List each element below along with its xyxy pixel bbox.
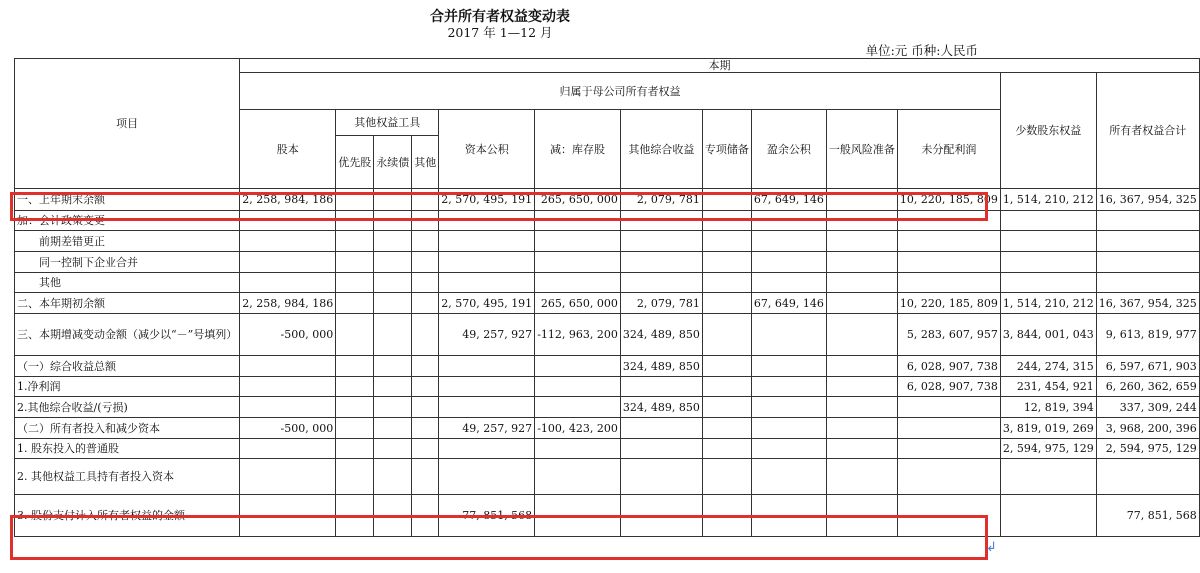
cell-surplus-reserve	[751, 418, 826, 439]
row-label: 2. 其他权益工具持有者投入资本	[15, 459, 240, 495]
cell-share-capital	[240, 377, 336, 397]
cell-preferred	[336, 356, 374, 377]
cell-special-reserve	[702, 211, 751, 231]
cell-other	[412, 377, 439, 397]
table-row	[15, 314, 1200, 356]
cell-share-capital: 2, 258, 984, 186	[240, 293, 336, 314]
cell-preferred	[336, 418, 374, 439]
cell-minority: 1, 514, 210, 212	[1000, 189, 1096, 211]
cell-oci	[620, 273, 702, 293]
cell-other	[412, 459, 439, 495]
cell-general-risk	[826, 377, 897, 397]
table-row	[15, 418, 1200, 439]
cell-general-risk	[826, 397, 897, 418]
header-parent-equity: 归属于母公司所有者权益	[240, 73, 1001, 110]
cell-undistributed-profit: 10, 220, 185, 809	[897, 293, 1000, 314]
table-row	[15, 252, 1200, 273]
cell-undistributed-profit	[897, 231, 1000, 252]
header-other: 其他	[412, 136, 439, 189]
report-period: 2017 年 1—12 月	[447, 25, 553, 40]
row-label: 2.其他综合收益/(亏损)	[15, 397, 240, 418]
cell-surplus-reserve	[751, 459, 826, 495]
cell-surplus-reserve	[751, 439, 826, 459]
cell-minority	[1000, 231, 1096, 252]
cell-treasury-stock	[535, 273, 621, 293]
row-label: 其他	[15, 273, 240, 293]
cell-total: 77, 851, 568	[1096, 495, 1199, 537]
table-row	[15, 377, 1200, 397]
cell-general-risk	[826, 418, 897, 439]
cell-special-reserve	[702, 231, 751, 252]
cell-other	[412, 439, 439, 459]
header-total: 所有者权益合计	[1096, 73, 1199, 189]
cell-special-reserve	[702, 356, 751, 377]
cell-preferred	[336, 314, 374, 356]
table-row	[15, 397, 1200, 418]
cell-capital-reserve	[439, 377, 535, 397]
cell-share-capital: 2, 258, 984, 186	[240, 189, 336, 211]
cell-total: 6, 260, 362, 659	[1096, 377, 1199, 397]
cell-oci	[620, 439, 702, 459]
table-row	[15, 459, 1200, 495]
cell-surplus-reserve	[751, 211, 826, 231]
cell-capital-reserve	[439, 439, 535, 459]
cell-capital-reserve	[439, 459, 535, 495]
cell-preferred	[336, 377, 374, 397]
cell-undistributed-profit: 6, 028, 907, 738	[897, 377, 1000, 397]
equity-change-table	[14, 58, 1200, 537]
header-preferred: 优先股	[336, 136, 374, 189]
cell-share-capital	[240, 397, 336, 418]
cell-total	[1096, 231, 1199, 252]
cell-general-risk	[826, 459, 897, 495]
return-arrow-icon: ↲	[986, 540, 997, 555]
cell-other	[412, 356, 439, 377]
cell-special-reserve	[702, 439, 751, 459]
cell-treasury-stock	[535, 495, 621, 537]
cell-total: 16, 367, 954, 325	[1096, 293, 1199, 314]
cell-capital-reserve	[439, 252, 535, 273]
header-minority: 少数股东权益	[1000, 73, 1096, 189]
cell-other	[412, 252, 439, 273]
cell-other	[412, 273, 439, 293]
table-row	[15, 231, 1200, 252]
cell-surplus-reserve	[751, 314, 826, 356]
cell-preferred	[336, 397, 374, 418]
cell-share-capital: -500, 000	[240, 314, 336, 356]
cell-undistributed-profit	[897, 211, 1000, 231]
cell-treasury-stock: 265, 650, 000	[535, 293, 621, 314]
cell-undistributed-profit	[897, 495, 1000, 537]
cell-general-risk	[826, 252, 897, 273]
row-label: 3. 股份支付计入所有者权益的金额	[15, 495, 240, 537]
cell-perpetual	[374, 273, 412, 293]
cell-surplus-reserve	[751, 231, 826, 252]
cell-capital-reserve: 2, 570, 495, 191	[439, 293, 535, 314]
cell-capital-reserve: 49, 257, 927	[439, 418, 535, 439]
table-row	[15, 211, 1200, 231]
cell-perpetual	[374, 252, 412, 273]
cell-treasury-stock	[535, 252, 621, 273]
row-label: 同一控制下企业合并	[15, 252, 240, 273]
cell-perpetual	[374, 356, 412, 377]
cell-oci	[620, 377, 702, 397]
cell-minority: 231, 454, 921	[1000, 377, 1096, 397]
cell-perpetual	[374, 439, 412, 459]
cell-special-reserve	[702, 397, 751, 418]
cell-general-risk	[826, 211, 897, 231]
row-label: 二、本年期初余额	[15, 293, 240, 314]
cell-other	[412, 397, 439, 418]
row-label: 三、本期增减变动金额（减少以“－”号填列）	[15, 314, 240, 356]
cell-undistributed-profit: 5, 283, 607, 957	[897, 314, 1000, 356]
cell-oci	[620, 211, 702, 231]
cell-other	[412, 418, 439, 439]
cell-total: 2, 594, 975, 129	[1096, 439, 1199, 459]
cell-minority: 244, 274, 315	[1000, 356, 1096, 377]
cell-oci	[620, 252, 702, 273]
cell-surplus-reserve	[751, 273, 826, 293]
header-project: 项目	[15, 59, 240, 189]
cell-treasury-stock	[535, 377, 621, 397]
cell-other	[412, 293, 439, 314]
cell-surplus-reserve	[751, 356, 826, 377]
cell-special-reserve	[702, 293, 751, 314]
cell-treasury-stock	[535, 397, 621, 418]
cell-minority: 3, 819, 019, 269	[1000, 418, 1096, 439]
cell-minority: 1, 514, 210, 212	[1000, 293, 1096, 314]
cell-preferred	[336, 459, 374, 495]
cell-general-risk	[826, 189, 897, 211]
cell-treasury-stock: 265, 650, 000	[535, 189, 621, 211]
header-current-period: 本期	[240, 59, 1200, 73]
cell-share-capital	[240, 356, 336, 377]
cell-total: 6, 597, 671, 903	[1096, 356, 1199, 377]
cell-preferred	[336, 495, 374, 537]
cell-total	[1096, 459, 1199, 495]
cell-total: 3, 968, 200, 396	[1096, 418, 1199, 439]
header-capital-reserve: 资本公积	[439, 110, 535, 189]
cell-preferred	[336, 252, 374, 273]
cell-general-risk	[826, 495, 897, 537]
cell-special-reserve	[702, 418, 751, 439]
cell-capital-reserve	[439, 397, 535, 418]
cell-capital-reserve: 77, 851, 568	[439, 495, 535, 537]
cell-surplus-reserve	[751, 495, 826, 537]
cell-other	[412, 189, 439, 211]
cell-minority	[1000, 211, 1096, 231]
header-undistributed-profit: 未分配利润	[897, 110, 1000, 189]
header-special-reserve: 专项储备	[702, 110, 751, 189]
cell-other	[412, 495, 439, 537]
cell-total: 16, 367, 954, 325	[1096, 189, 1199, 211]
cell-minority	[1000, 459, 1096, 495]
currency-unit: 单位:元 币种:人民币	[865, 43, 978, 58]
table-row	[15, 356, 1200, 377]
cell-total	[1096, 273, 1199, 293]
row-label: （一）综合收益总额	[15, 356, 240, 377]
header-other-equity-instruments: 其他权益工具	[336, 110, 439, 136]
cell-general-risk	[826, 273, 897, 293]
cell-surplus-reserve: 67, 649, 146	[751, 189, 826, 211]
row-label: 一、上年期末余额	[15, 189, 240, 211]
table-row	[15, 293, 1200, 314]
cell-special-reserve	[702, 377, 751, 397]
cell-minority	[1000, 252, 1096, 273]
cell-capital-reserve	[439, 231, 535, 252]
header-treasury-stock: 减：库存股	[535, 110, 621, 189]
cell-total: 9, 613, 819, 977	[1096, 314, 1199, 356]
cell-treasury-stock: -112, 963, 200	[535, 314, 621, 356]
cell-treasury-stock	[535, 459, 621, 495]
cell-undistributed-profit	[897, 439, 1000, 459]
cell-special-reserve	[702, 273, 751, 293]
cell-undistributed-profit: 6, 028, 907, 738	[897, 356, 1000, 377]
cell-general-risk	[826, 356, 897, 377]
cell-share-capital	[240, 231, 336, 252]
cell-perpetual	[374, 397, 412, 418]
cell-capital-reserve	[439, 273, 535, 293]
cell-perpetual	[374, 211, 412, 231]
cell-surplus-reserve	[751, 397, 826, 418]
row-label: 1. 股东投入的普通股	[15, 439, 240, 459]
cell-undistributed-profit	[897, 418, 1000, 439]
cell-perpetual	[374, 314, 412, 356]
cell-minority: 2, 594, 975, 129	[1000, 439, 1096, 459]
cell-capital-reserve	[439, 211, 535, 231]
header-surplus-reserve: 盈余公积	[751, 110, 826, 189]
cell-perpetual	[374, 459, 412, 495]
cell-perpetual	[374, 231, 412, 252]
cell-minority	[1000, 273, 1096, 293]
header-oci: 其他综合收益	[620, 110, 702, 189]
cell-minority: 3, 844, 001, 043	[1000, 314, 1096, 356]
cell-oci	[620, 231, 702, 252]
cell-oci: 2, 079, 781	[620, 293, 702, 314]
cell-undistributed-profit: 10, 220, 185, 809	[897, 189, 1000, 211]
cell-share-capital	[240, 439, 336, 459]
cell-general-risk	[826, 439, 897, 459]
row-label: 加：会计政策变更	[15, 211, 240, 231]
cell-undistributed-profit	[897, 459, 1000, 495]
cell-general-risk	[826, 231, 897, 252]
table-row	[15, 273, 1200, 293]
row-label: 前期差错更正	[15, 231, 240, 252]
header-general-risk: 一般风险准备	[826, 110, 897, 189]
cell-oci	[620, 495, 702, 537]
cell-preferred	[336, 293, 374, 314]
cell-undistributed-profit	[897, 252, 1000, 273]
cell-perpetual	[374, 495, 412, 537]
cell-oci: 324, 489, 850	[620, 356, 702, 377]
cell-oci: 324, 489, 850	[620, 397, 702, 418]
row-label: 1.净利润	[15, 377, 240, 397]
table-row	[15, 189, 1200, 211]
cell-share-capital: -500, 000	[240, 418, 336, 439]
cell-share-capital	[240, 273, 336, 293]
cell-special-reserve	[702, 189, 751, 211]
cell-perpetual	[374, 293, 412, 314]
cell-special-reserve	[702, 495, 751, 537]
cell-special-reserve	[702, 314, 751, 356]
cell-oci	[620, 418, 702, 439]
header-perpetual: 永续债	[374, 136, 412, 189]
cell-other	[412, 231, 439, 252]
cell-treasury-stock	[535, 439, 621, 459]
cell-general-risk	[826, 314, 897, 356]
cell-minority: 12, 819, 394	[1000, 397, 1096, 418]
cell-perpetual	[374, 377, 412, 397]
cell-preferred	[336, 439, 374, 459]
cell-special-reserve	[702, 252, 751, 273]
cell-undistributed-profit	[897, 397, 1000, 418]
table-row	[15, 439, 1200, 459]
cell-perpetual	[374, 189, 412, 211]
cell-other	[412, 314, 439, 356]
cell-surplus-reserve	[751, 377, 826, 397]
cell-other	[412, 211, 439, 231]
cell-share-capital	[240, 459, 336, 495]
row-label: （二）所有者投入和减少资本	[15, 418, 240, 439]
cell-treasury-stock	[535, 231, 621, 252]
cell-total: 337, 309, 244	[1096, 397, 1199, 418]
cell-undistributed-profit	[897, 273, 1000, 293]
cell-treasury-stock	[535, 211, 621, 231]
cell-total	[1096, 252, 1199, 273]
cell-minority	[1000, 495, 1096, 537]
cell-perpetual	[374, 418, 412, 439]
cell-general-risk	[826, 293, 897, 314]
cell-share-capital	[240, 211, 336, 231]
cell-preferred	[336, 211, 374, 231]
table-body	[15, 189, 1200, 537]
cell-share-capital	[240, 495, 336, 537]
cell-oci	[620, 459, 702, 495]
cell-share-capital	[240, 252, 336, 273]
cell-oci: 324, 489, 850	[620, 314, 702, 356]
cell-treasury-stock: -100, 423, 200	[535, 418, 621, 439]
cell-treasury-stock	[535, 356, 621, 377]
cell-capital-reserve	[439, 356, 535, 377]
cell-special-reserve	[702, 459, 751, 495]
cell-total	[1096, 211, 1199, 231]
cell-oci: 2, 079, 781	[620, 189, 702, 211]
header-share-capital: 股本	[240, 110, 336, 189]
cell-surplus-reserve	[751, 252, 826, 273]
cell-preferred	[336, 189, 374, 211]
report-title: 合并所有者权益变动表	[430, 9, 570, 25]
cell-preferred	[336, 273, 374, 293]
cell-capital-reserve: 2, 570, 495, 191	[439, 189, 535, 211]
table-row	[15, 495, 1200, 537]
cell-capital-reserve: 49, 257, 927	[439, 314, 535, 356]
cell-surplus-reserve: 67, 649, 146	[751, 293, 826, 314]
cell-preferred	[336, 231, 374, 252]
